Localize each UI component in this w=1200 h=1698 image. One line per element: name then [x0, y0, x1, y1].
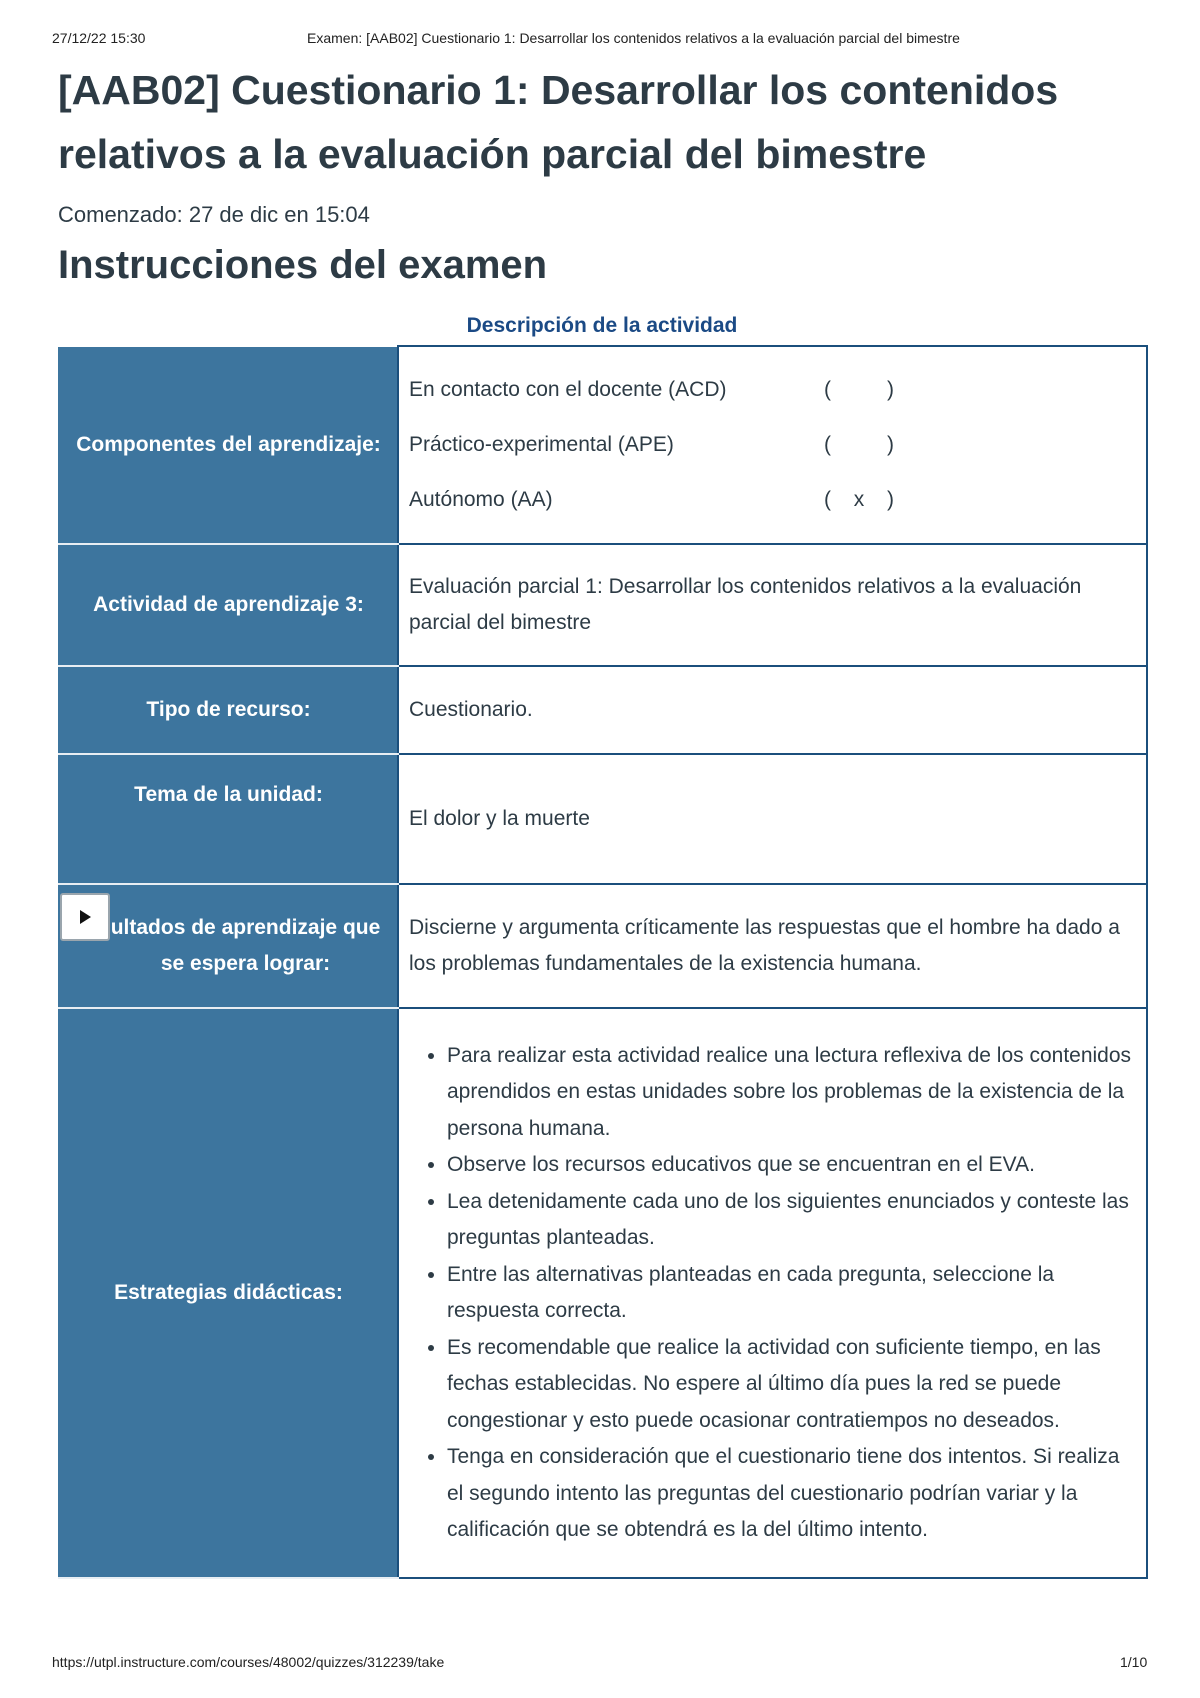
close-paren: ): [887, 378, 894, 401]
component-item: [409, 418, 1136, 473]
print-footer-page-number: 1/10: [1120, 1654, 1148, 1670]
strategies-list: [409, 1038, 1136, 1549]
component-name: En contacto con el docente (ACD): [409, 378, 727, 401]
activity-value: Evaluación parcial 1: Desarrollar los contenidos relativos a la evaluación parcial del bimestre: [398, 544, 1147, 666]
component-item: [409, 473, 1136, 528]
component-name: Autónomo (AA): [409, 488, 553, 511]
print-header-datetime: 27/12/22 15:30: [52, 30, 146, 46]
outcomes-label-text: ultados de aprendizaje que se espera lograr:: [110, 916, 381, 975]
strategies-value: [398, 1008, 1147, 1578]
resource-type-label: Tipo de recurso:: [59, 666, 398, 754]
close-paren: ): [887, 433, 894, 456]
list-item: • Tenga en consideración que el cuestionario tiene dos intentos. Si realiza el segundo intento las preguntas del cuestionario podrían variar y la calificación que se obtendrá es la del último intento.: [447, 1439, 1136, 1549]
component-mark-box: [824, 372, 894, 408]
components-label: Componentes del aprendizaje:: [59, 346, 398, 544]
print-header-page-title: Examen: [AAB02] Cuestionario 1: Desarrollar los contenidos relativos a la evaluación parcial del bimestre: [307, 30, 960, 46]
play-icon: [77, 909, 93, 925]
unit-topic-value: El dolor y la muerte: [398, 754, 1147, 884]
activity-label: Actividad de aprendizaje 3:: [59, 544, 398, 666]
open-paren: (: [824, 378, 831, 401]
strategies-label: Estrategias didácticas:: [59, 1008, 398, 1578]
close-paren: ): [887, 488, 894, 511]
list-item: • Observe los recursos educativos que se encuentran en el EVA.: [447, 1147, 1136, 1184]
open-paren: (: [824, 488, 831, 511]
list-item: • Lea detenidamente cada uno de los siguientes enunciados y conteste las preguntas planteadas.: [447, 1184, 1136, 1257]
component-item: [409, 363, 1136, 418]
table-row-resource-type: [59, 666, 1147, 754]
list-item: • Es recomendable que realice la actividad con suficiente tiempo, en las fechas establecidas. No espere al último día pues la red se puede congestionar y esto puede ocasionar contratiempos no deseados.: [447, 1330, 1136, 1440]
component-mark: x: [853, 488, 865, 511]
outcomes-value: Discierne y argumenta críticamente las respuestas que el hombre ha dado a los problemas fundamentales de la existencia humana.: [398, 884, 1147, 1008]
list-item: • Para realizar esta actividad realice una lectura reflexiva de los contenidos aprendidos en estas unidades sobre los problemas de la existencia de la persona humana.: [447, 1038, 1136, 1148]
component-mark-box: [824, 427, 894, 463]
print-footer-url: https://utpl.instructure.com/courses/48002/quizzes/312239/take: [52, 1654, 445, 1670]
list-item: • Entre las alternativas planteadas en cada pregunta, seleccione la respuesta correcta.: [447, 1257, 1136, 1330]
started-timestamp: Comenzado: 27 de dic en 15:04: [58, 202, 370, 227]
unit-topic-label-text: Tema de la unidad:: [134, 783, 323, 806]
table-row-components: [59, 346, 1147, 544]
unit-topic-label: [59, 754, 398, 884]
components-value: [398, 346, 1147, 544]
instructions-heading: Instrucciones del examen: [58, 243, 548, 287]
component-name: Práctico-experimental (APE): [409, 433, 674, 456]
table-row-unit-topic: [59, 754, 1147, 884]
media-play-button[interactable]: [60, 893, 110, 941]
table-caption: Descripción de la actividad: [466, 314, 738, 337]
quiz-title: [AAB02] Cuestionario 1: Desarrollar los contenidos relativos a la evaluación parcial del bimestre: [58, 67, 1059, 177]
activity-description-table: [58, 345, 1148, 1579]
table-row-outcomes: [59, 884, 1147, 1008]
table-row-strategies: [59, 1008, 1147, 1578]
component-mark-box: [824, 482, 894, 518]
open-paren: (: [824, 433, 831, 456]
table-row-activity: [59, 544, 1147, 666]
resource-type-value: Cuestionario.: [398, 666, 1147, 754]
